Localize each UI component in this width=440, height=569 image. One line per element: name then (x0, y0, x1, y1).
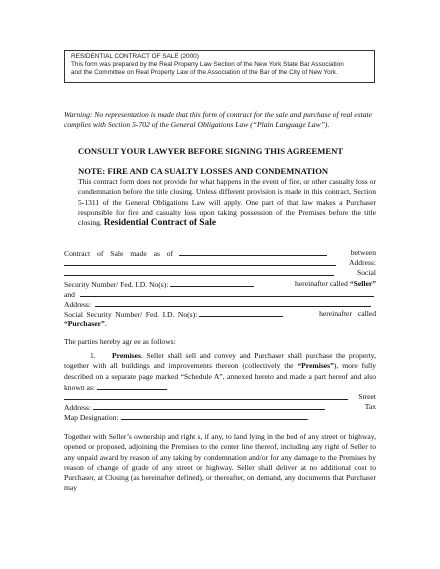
warning-paragraph: Warning: No representation is made that this form of contract for the sale and purchase of real estate complies with Section 5-702 of the General Obligations Law (“Plain Language Law”). (64, 110, 373, 129)
section-text-2: ), more fully described on a separate page marked “Schedule A”, annexed hereto and made a part hereof and also known as: (64, 361, 376, 392)
tax-label: Tax (364, 402, 376, 411)
map-designation-line (64, 412, 376, 423)
and-label: and (64, 290, 75, 299)
purchaser-ssn-label: Social Security Number/ Fed. I.D. No(s): (64, 310, 198, 319)
form-header-box (64, 50, 375, 83)
form-credit-line-2: and the Committee on Real Property Law of the Association of the Bar of the City of New York. (71, 69, 338, 76)
note-heading: NOTE: FIRE AND CA SUALTY LOSSES AND CONDEMNATION (78, 166, 329, 176)
purchaser-term-line (64, 319, 376, 329)
form-title: RESIDENTIAL CONTRACT OF SALE (2000) (71, 53, 199, 60)
seller-address-line (64, 268, 376, 279)
section-premises (64, 351, 376, 393)
map-period: . (306, 413, 309, 422)
seller-called-group (295, 279, 376, 289)
consult-lawyer-heading: CONSULT YOUR LAWYER BEFORE SIGNING THIS AGREEMENT (78, 146, 344, 156)
note-paragraph (78, 177, 376, 228)
premises-term: “Premises” (297, 361, 334, 371)
parties-agree: The parties hereby agr ee as follows: (64, 337, 176, 346)
map-designation-label: Map Designation: (64, 413, 119, 422)
known-as-field[interactable] (97, 382, 167, 390)
street-field[interactable] (64, 392, 348, 400)
section-text-1: . Seller shall sell and convey and Purchaser shall purchase the property, together with all buildings and improvements thereon (collectively the (64, 351, 376, 371)
period: . (104, 319, 107, 328)
between-label: between (350, 248, 376, 257)
contract-made-label: Contract of Sale made as of (64, 249, 174, 258)
social-label: Social (357, 268, 376, 277)
seller-ssn-label: Security Number/ Fed. I.D. No(s): (64, 280, 169, 289)
seller-name-field[interactable] (64, 258, 336, 266)
form-credit-line-1: This form was prepared by the Real Property Law Section of the New York State Bar Association (71, 61, 344, 68)
seller-address-field[interactable] (64, 268, 334, 276)
together-paragraph: Together with Seller’s ownership and right s, if any, to land lying in the bed of any street or highway, opened or proposed, adjoining the Premises to the center line thereof, including any right of Seller to any unpaid award by reason of any taking by condemnation and/or for any damage to the Premises by reason of change of grade of any street or highway. Seller shall deliver at no additional cost to Purchaser, at Closing (as hereinafter defined), or thereafter, on demand, any documents that Purchaser may (64, 432, 376, 493)
hereinafter-label: hereinafter called (295, 279, 348, 288)
seller-ssn-field[interactable] (170, 279, 254, 287)
purchaser-address-label: Address: (64, 300, 91, 309)
purchaser-name-field[interactable] (80, 289, 374, 297)
contract-date-field[interactable] (179, 248, 327, 256)
note-body: This contract form does not provide for what happens in the event of fire, or other casualty loss or condemnation before the title closing. Unless different provision is made in this contract, Section 5-1311 of the General Obligations Law will apply. One part of that law makes a Purchaser responsible for fire and casualty loss upon taking possession of the Premises before the title closing. (78, 177, 376, 228)
seller-address-label: Address: (349, 258, 376, 267)
purchaser-ssn-field[interactable] (199, 309, 283, 317)
seller-term: “Seller” (349, 279, 376, 288)
hereinafter-label-2: hereinafter called (319, 309, 376, 318)
premises-address-field[interactable] (93, 402, 325, 410)
street-label: Street (358, 392, 376, 401)
purchaser-address-field[interactable] (95, 299, 371, 307)
purchaser-term: “Purchaser” (64, 319, 105, 328)
section-title: Premises (112, 351, 141, 360)
premises-address-label: Address: (64, 403, 91, 412)
contract-title: Residential Contract of Sale (103, 218, 216, 229)
map-designation-field[interactable] (121, 412, 307, 420)
section-number: 1. (90, 351, 96, 360)
